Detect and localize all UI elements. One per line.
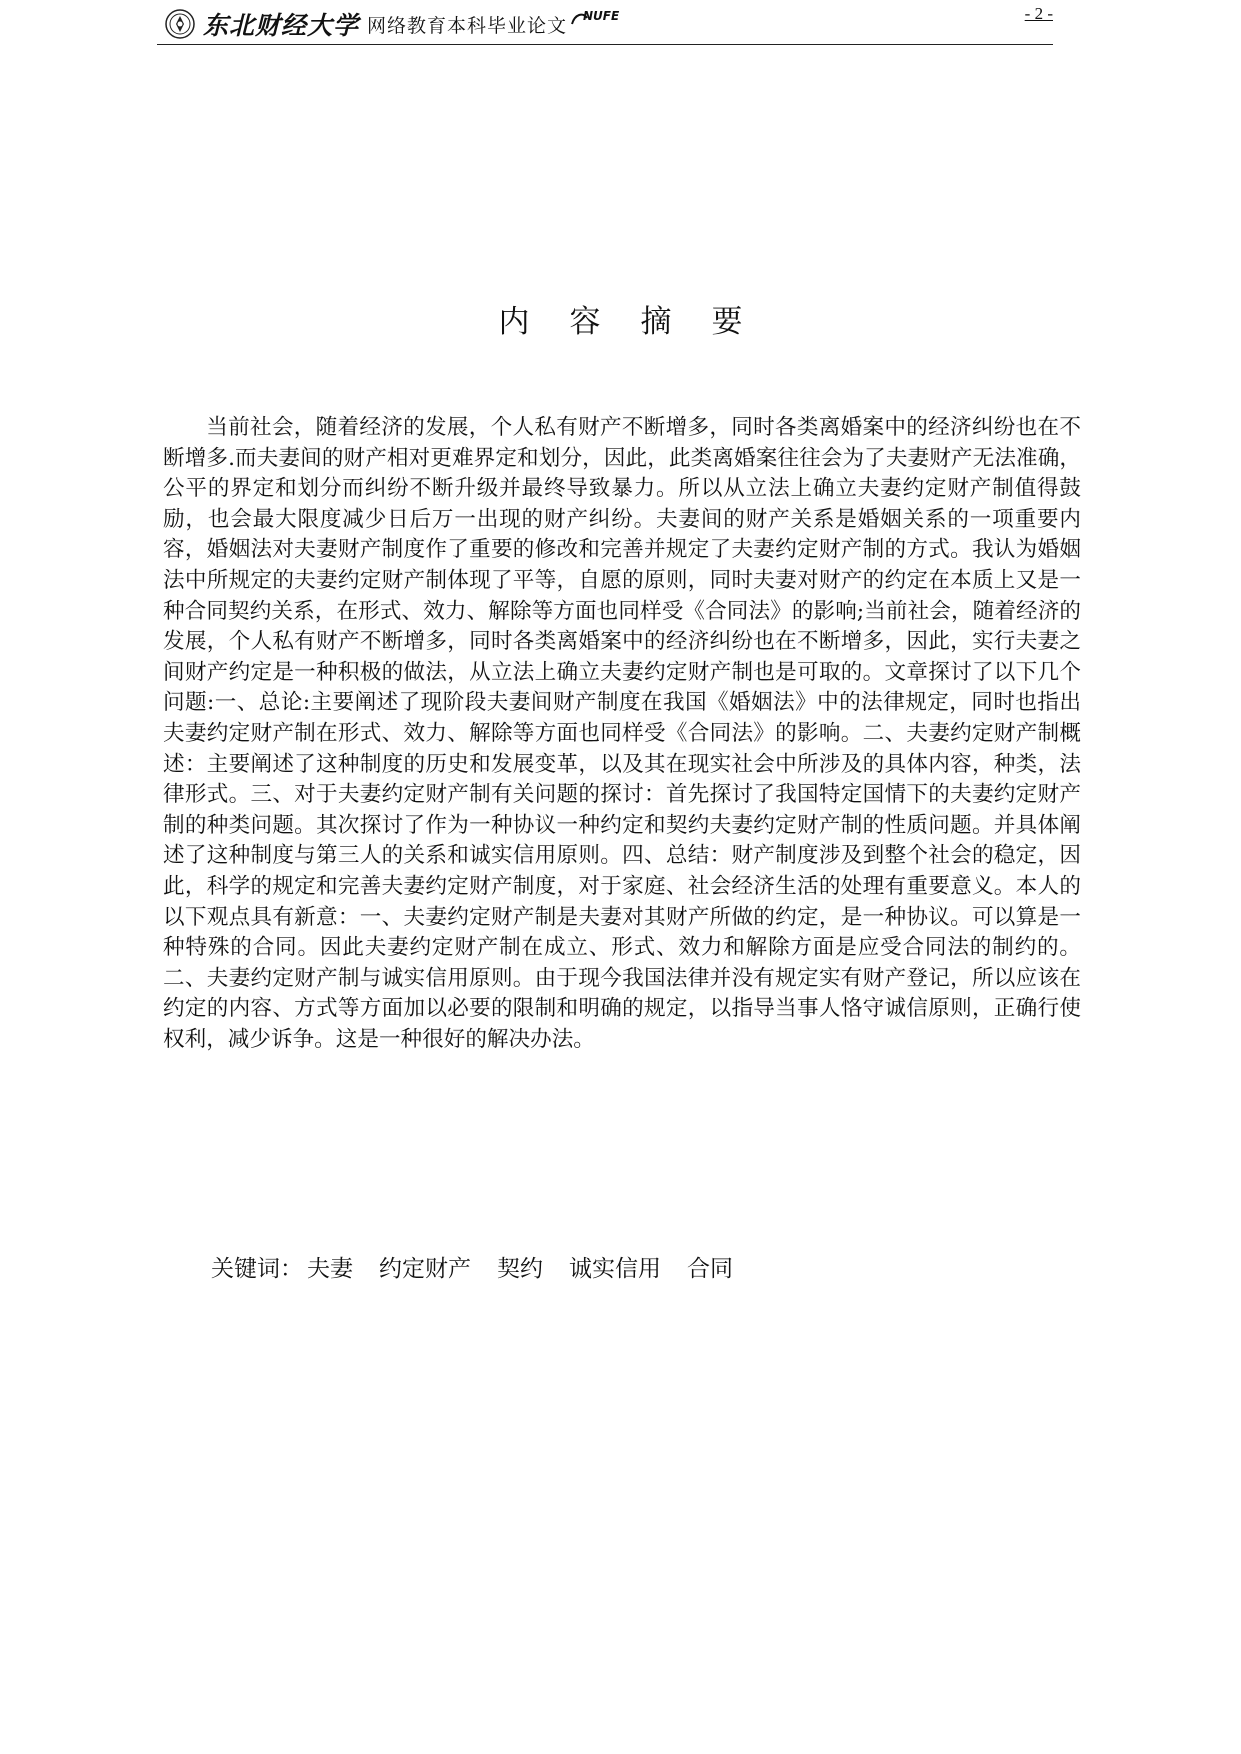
- page-number: - 2 -: [1024, 4, 1053, 23]
- keyword-item: 诚实信用: [569, 1256, 661, 1282]
- keyword-item: 契约: [497, 1256, 543, 1282]
- header-logo-group: [165, 6, 629, 42]
- keywords-label: 关键词：: [211, 1256, 303, 1282]
- university-seal-icon: [165, 9, 195, 39]
- university-name: 东北财经大学: [203, 11, 360, 40]
- keyword-item: 约定财产: [379, 1256, 471, 1282]
- keywords-line: [211, 1250, 759, 1283]
- nufe-logo-text: NUFE: [583, 9, 620, 23]
- page-title: 内容摘要: [498, 304, 783, 340]
- nufe-logo: [569, 4, 629, 30]
- keyword-item: 合同: [687, 1256, 733, 1282]
- abstract-body: 当前社会，随着经济的发展，个人私有财产不断增多，同时各类离婚案中的经济纠纷也在不断增多.而夫妻间的财产相对更难界定和划分，因此，此类离婚案往往会为了夫妻财产无法准确，公平的界定和划分而纠纷不断升级并最终导致暴力。所以从立法上确立夫妻约定财产制值得鼓励，也会最大限度减少日后万一出现的财产纠纷。夫妻间的财产关系是婚姻关系的一项重要内容，婚姻法对夫妻财产制度作了重要的修改和完善并规定了夫妻约定财产制的方式。我认为婚姻法中所规定的夫妻约定财产制体现了平等，自愿的原则，同时夫妻对财产的约定在本质上又是一种合同契约关系，在形式、效力、解除等方面也同样受《合同法》的影响;当前社会，随着经济的发展，个人私有财产不断增多，同时各类离婚案中的经济纠纷也在不断增多，因此，实行夫妻之间财产约定是一种积极的做法，从立法上确立夫妻约定财产制也是可取的。文章探讨了以下几个问题:一、总论:主要阐述了现阶段夫妻间财产制度在我国《婚姻法》中的法律规定，同时也指出夫妻约定财产制在形式、效力、解除等方面也同样受《合同法》的影响。二、夫妻约定财产制概述：主要阐述了这种制度的历史和发展变革，以及其在现实社会中所涉及的具体内容，种类，法律形式。三、对于夫妻约定财产制有关问题的探讨：首先探讨了我国特定国情下的夫妻约定财产制的种类问题。其次探讨了作为一种协议一种约定和契约夫妻约定财产制的性质问题。并具体阐述了这种制度与第三人的关系和诚实信用原则。四、总结：财产制度涉及到整个社会的稳定，因此，科学的规定和完善夫妻约定财产制度，对于家庭、社会经济生活的处理有重要意义。本人的以下观点具有新意：一、夫妻约定财产制是夫妻对其财产所做的约定，是一种协议。可以算是一种特殊的合同。因此夫妻约定财产制在成立、形式、效力和解除方面是应受合同法的制约的。二、夫妻约定财产制与诚实信用原则。由于现今我国法律并没有规定实有财产登记，所以应该在约定的内容、方式等方面加以必要的限制和明确的规定，以指导当事人恪守诚信原则，正确行使权利，减少诉争。这是一种很好的解决办法。: [163, 415, 1081, 1052]
- page-header: [157, 0, 1053, 45]
- header-subtitle: 网络教育本科毕业论文: [367, 14, 568, 37]
- keyword-item: 夫妻: [307, 1256, 353, 1282]
